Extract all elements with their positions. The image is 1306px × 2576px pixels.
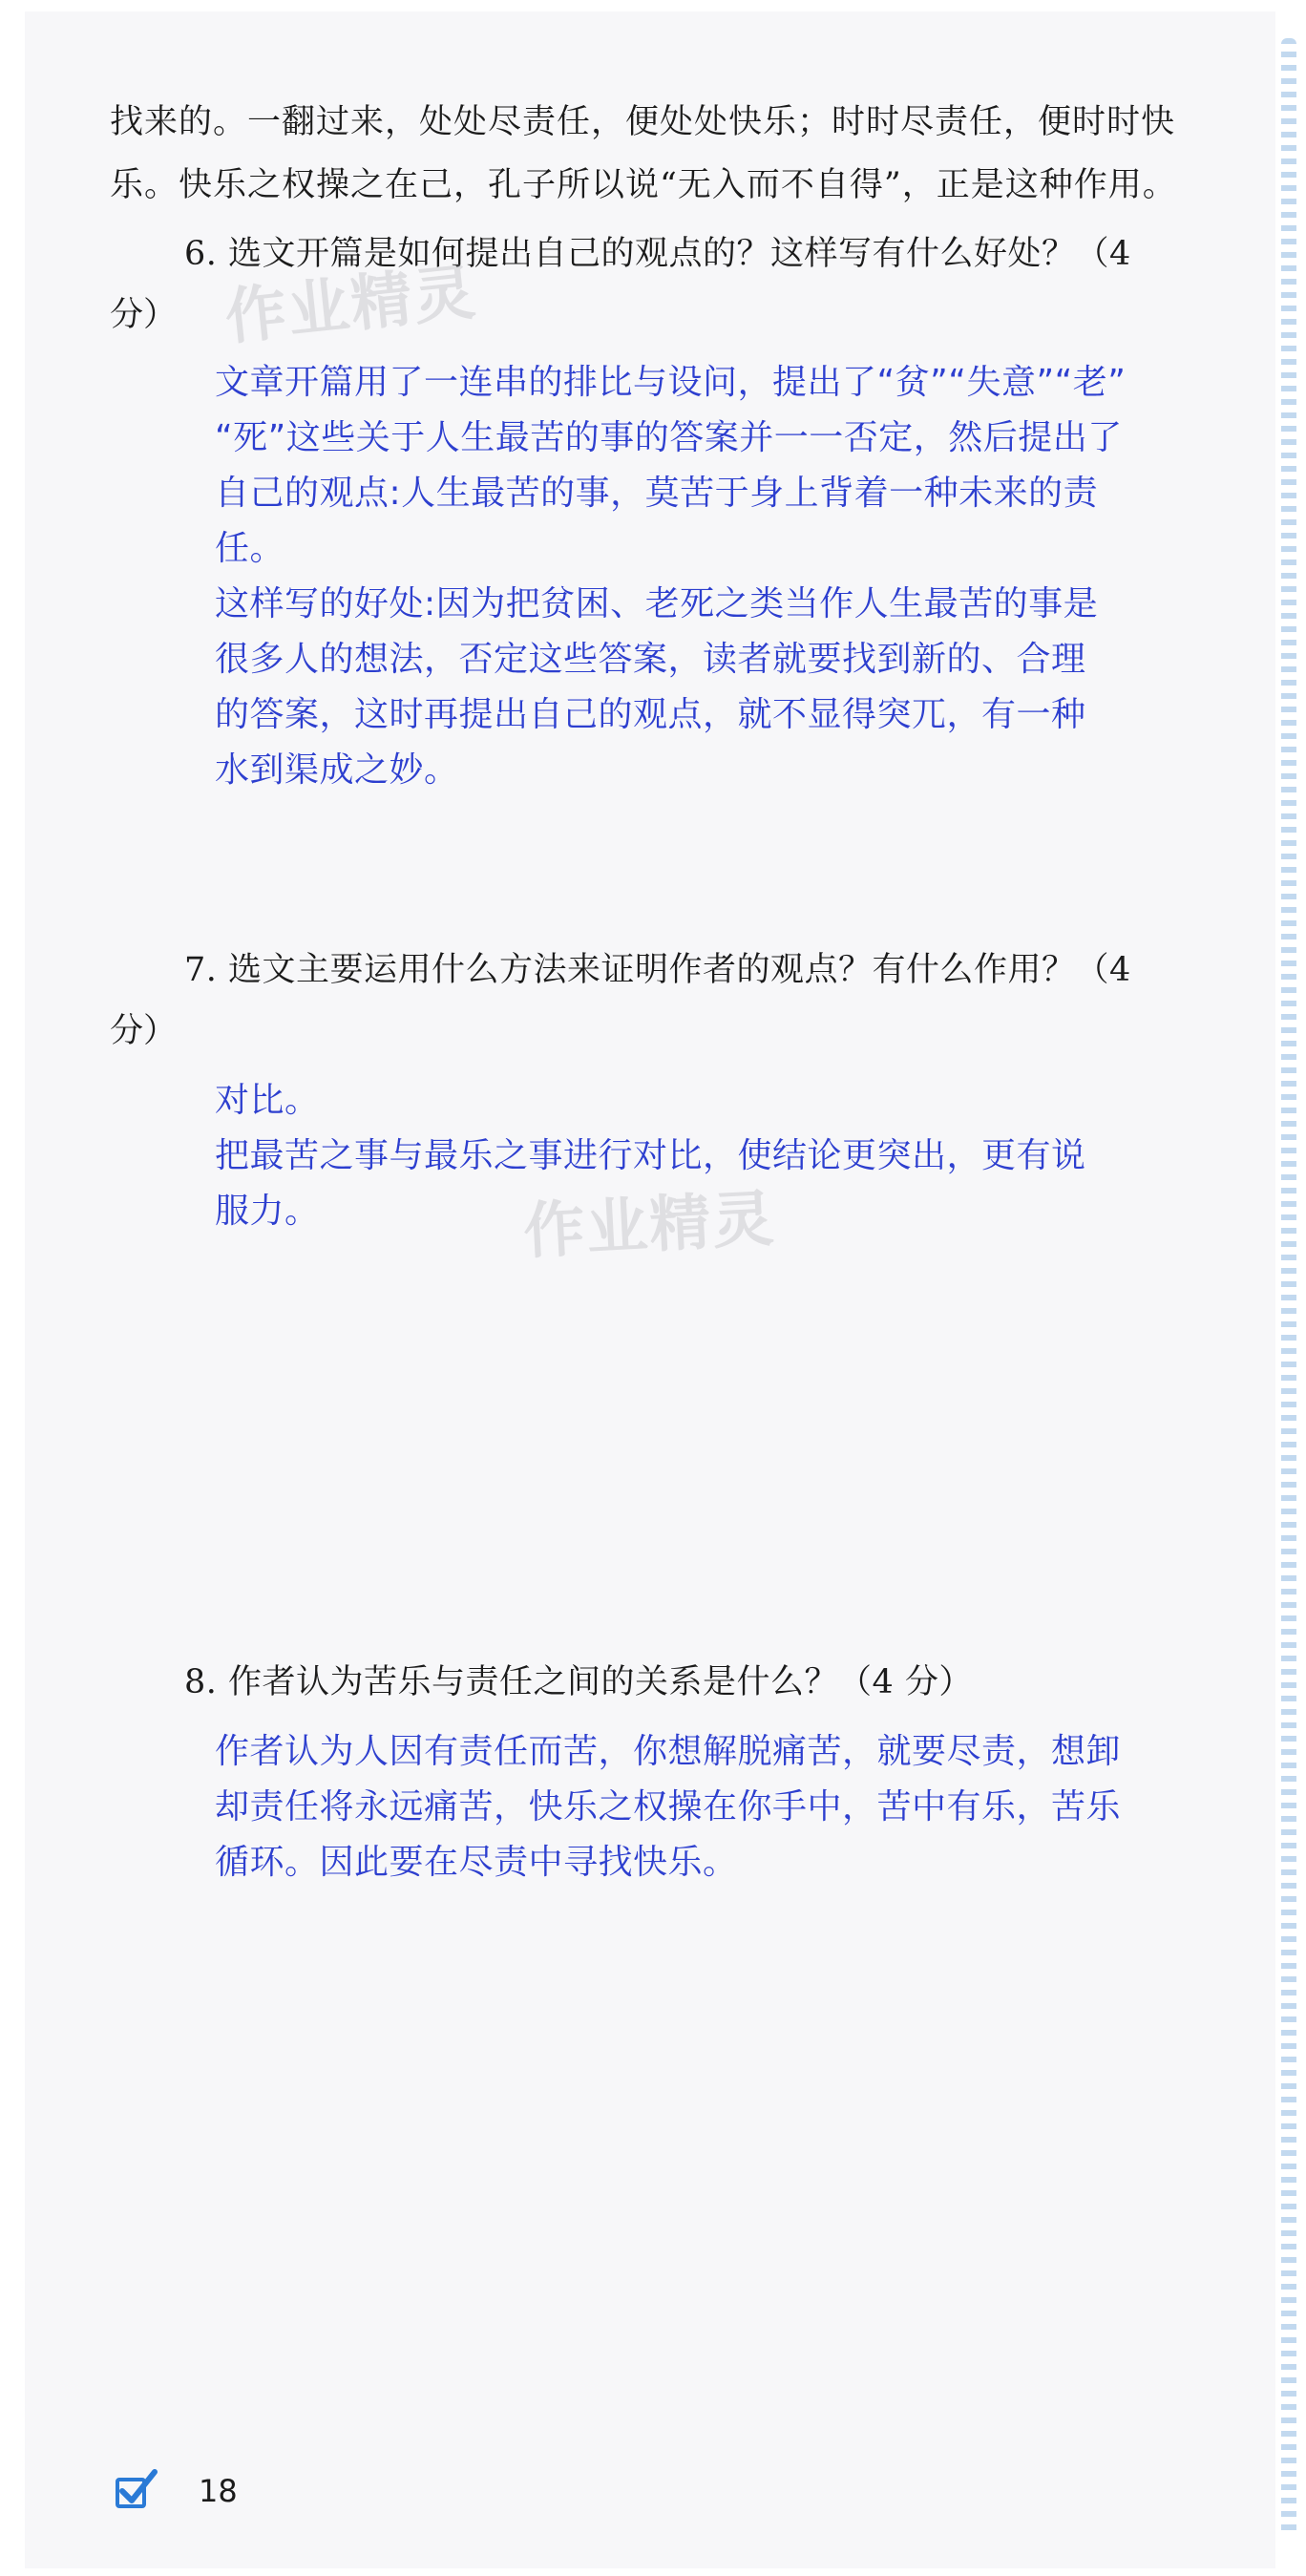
- question-6-answer-line: 自己的观点:人生最苦的事，莫苦于身上背着一种未来的责: [215, 474, 1099, 513]
- decorative-right-border: [1281, 38, 1296, 2538]
- question-6-answer-line: 任。: [215, 529, 285, 568]
- passage-line: 找来的。一翻过来，处处尽责任，便处处快乐；时时尽责任，便时时快: [110, 103, 1176, 141]
- question-6-answer-line: 水到渠成之妙。: [215, 750, 459, 790]
- question-6-answer-line: 很多人的想法，否定这些答案，读者就要找到新的、合理: [215, 640, 1086, 679]
- question-7-prompt-cont: 分）: [110, 1012, 178, 1050]
- question-7-prompt: 7. 选文主要运用什么方法来证明作者的观点？有什么作用？（4: [184, 951, 1131, 989]
- watermark-logo: 作业精灵: [221, 257, 480, 354]
- question-8-answer-line: 循环。因此要在尽责中寻找快乐。: [215, 1843, 738, 1882]
- question-7-answer-line: 对比。: [215, 1081, 320, 1120]
- question-6-answer-line: “死”这些关于人生最苦的事的答案并一一否定，然后提出了: [215, 418, 1123, 457]
- question-6-answer-line: 这样写的好处:因为把贫困、老死之类当作人生最苦的事是: [215, 584, 1099, 623]
- watermark-logo: 作业精灵: [521, 1184, 778, 1268]
- question-6-prompt: 6. 选文开篇是如何提出自己的观点的？这样写有什么好处？（4: [184, 235, 1131, 273]
- question-8-answer-line: 作者认为人因有责任而苦，你想解脱痛苦，就要尽责，想卸: [215, 1732, 1122, 1771]
- question-7-answer-line: 把最苦之事与最乐之事进行对比，使结论更突出，更有说: [215, 1136, 1086, 1175]
- question-8-answer-line: 却责任将永远痛苦，快乐之权操在你手中，苦中有乐，苦乐: [215, 1787, 1122, 1826]
- question-6-answer-line: 的答案，这时再提出自己的观点，就不显得突兀，有一种: [215, 695, 1086, 734]
- question-6-answer-line: 文章开篇用了一连串的排比与设问，提出了“贫”“失意”“老”: [215, 363, 1127, 402]
- page-number: 18: [199, 2473, 238, 2509]
- checkbox-check-icon: [115, 2468, 158, 2510]
- question-7-answer-line: 服力。: [215, 1192, 320, 1231]
- question-8-prompt: 8. 作者认为苦乐与责任之间的关系是什么？（4 分）: [184, 1663, 973, 1701]
- question-6-prompt-cont: 分）: [110, 296, 178, 334]
- passage-line: 乐。快乐之权操之在己，孔子所以说“无入而不自得”，正是这种作用。: [110, 166, 1177, 204]
